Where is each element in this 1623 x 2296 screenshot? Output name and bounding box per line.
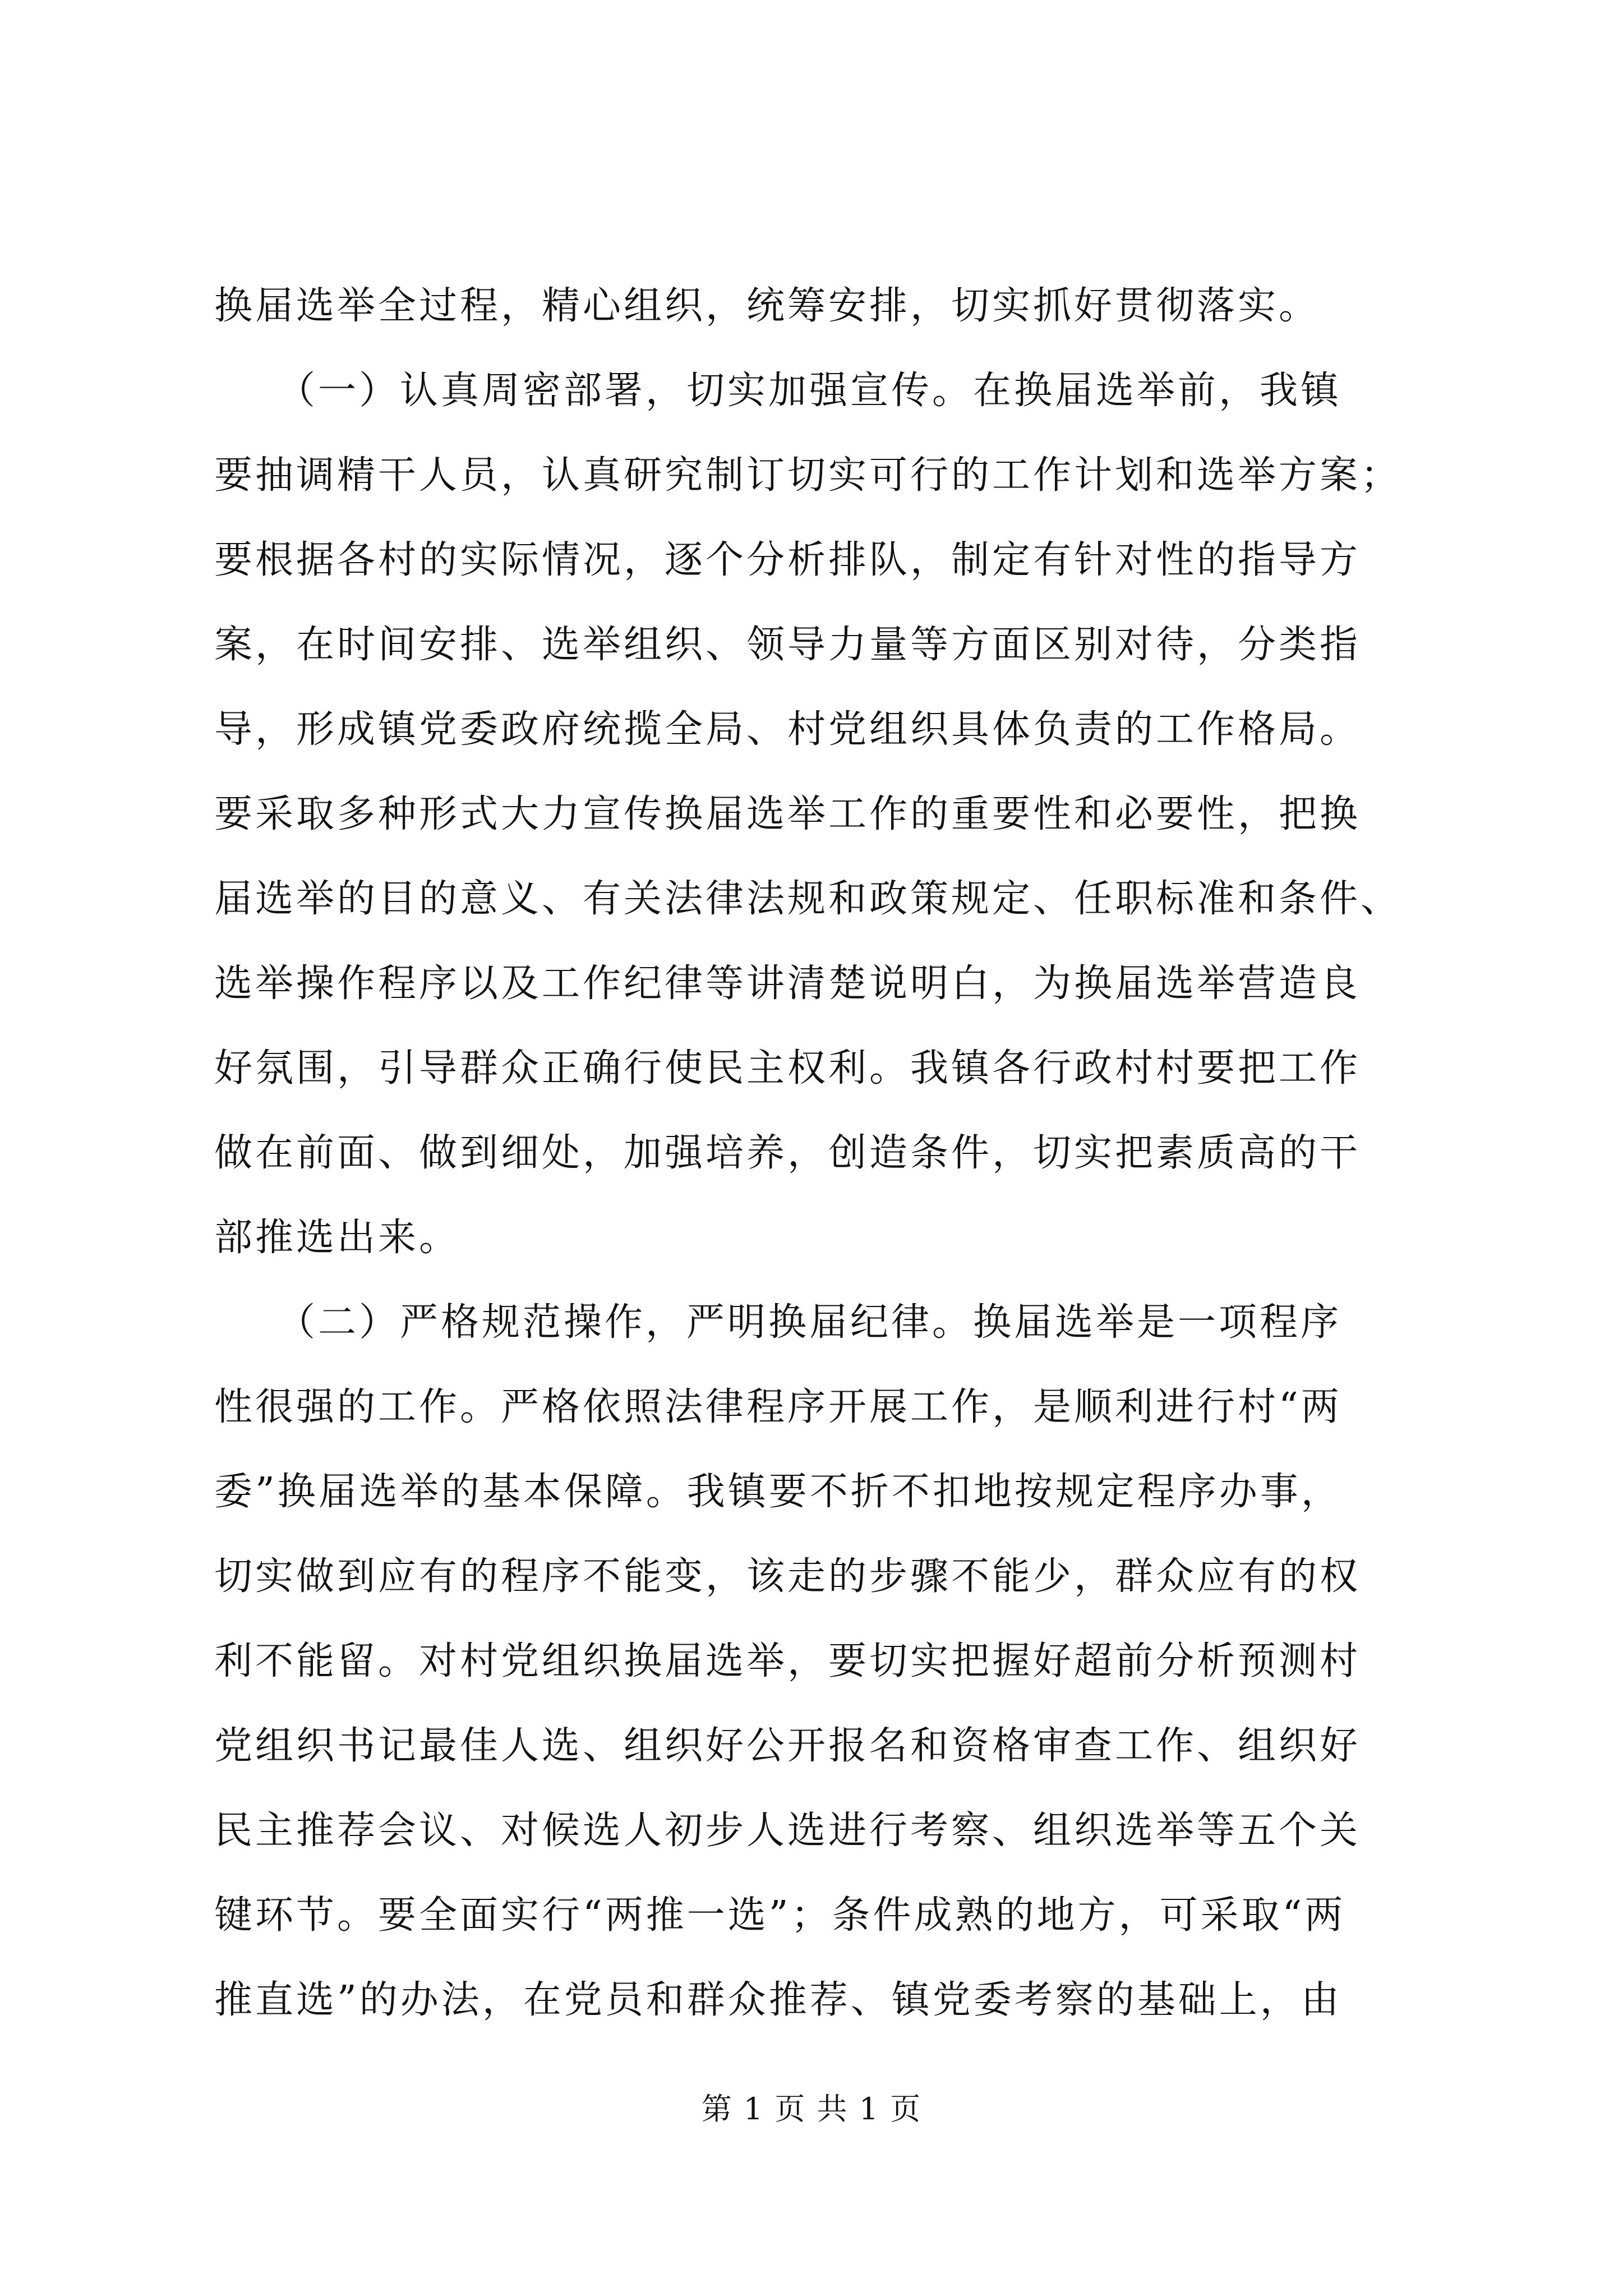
text-line: 性很强的工作。严格依照法律程序开展工作，是顺利进行村“两 [214, 1385, 1342, 1429]
text-line: 委”换届选举的基本保障。我镇要不折不扣地按规定程序办事， [214, 1470, 1342, 1514]
text-line: 键环节。要全面实行“两推一选”；条件成熟的地方，可采取“两 [214, 1893, 1346, 1938]
text-line: 导，形成镇党委政府统揽全局、村党组织具体负责的工作格局。 [214, 707, 1361, 752]
text-line: 利不能留。对村党组织换届选举，要切实把握好超前分析预测村 [214, 1639, 1361, 1683]
text-line: 党组织书记最佳人选、组织好公开报名和资格审查工作、组织好 [214, 1724, 1361, 1768]
text-line: （二）严格规范操作，严明换届纪律。换届选举是一项程序 [214, 1300, 1342, 1345]
text-line: 好氛围，引导群众正确行使民主权利。我镇各行政村村要把工作 [214, 1046, 1361, 1091]
text-line: 要采取多种形式大力宣传换届选举工作的重要性和必要性，把换 [214, 792, 1361, 836]
text-line: 民主推荐会议、对候选人初步人选进行考察、组织选举等五个关 [214, 1809, 1361, 1853]
text-line: 届选举的目的意义、有关法律法规和政策规定、任职标准和条件、 [214, 877, 1402, 921]
document-body [214, 264, 1426, 2042]
text-line: 要抽调精干人员，认真研究制订切实可行的工作计划和选举方案； [214, 453, 1402, 498]
text-line: 切实做到应有的程序不能变，该走的步骤不能少，群众应有的权 [214, 1554, 1361, 1599]
page-footer [0, 2087, 1623, 2132]
text-line: （一）认真周密部署，切实加强宣传。在换届选举前，我镇 [214, 369, 1342, 413]
text-line: 选举操作程序以及工作纪律等讲清楚说明白，为换届选举营造良 [214, 961, 1361, 1006]
text-line: 推直选”的办法，在党员和群众推荐、镇党委考察的基础上，由 [214, 1978, 1342, 2022]
text-line: 做在前面、做到细处，加强培养，创造条件，切实把素质高的干 [214, 1131, 1361, 1175]
text-line: 要根据各村的实际情况，逐个分析排队，制定有针对性的指导方 [214, 538, 1361, 582]
page-number-label: 第 1 页 共 1 页 [701, 2091, 922, 2127]
text-line: 部推选出来。 [214, 1216, 460, 1260]
text-line: 案，在时间安排、选举组织、领导力量等方面区别对待，分类指 [214, 623, 1361, 667]
text-line: 换届选举全过程，精心组织，统筹安排，切实抓好贯彻落实。 [214, 284, 1320, 328]
